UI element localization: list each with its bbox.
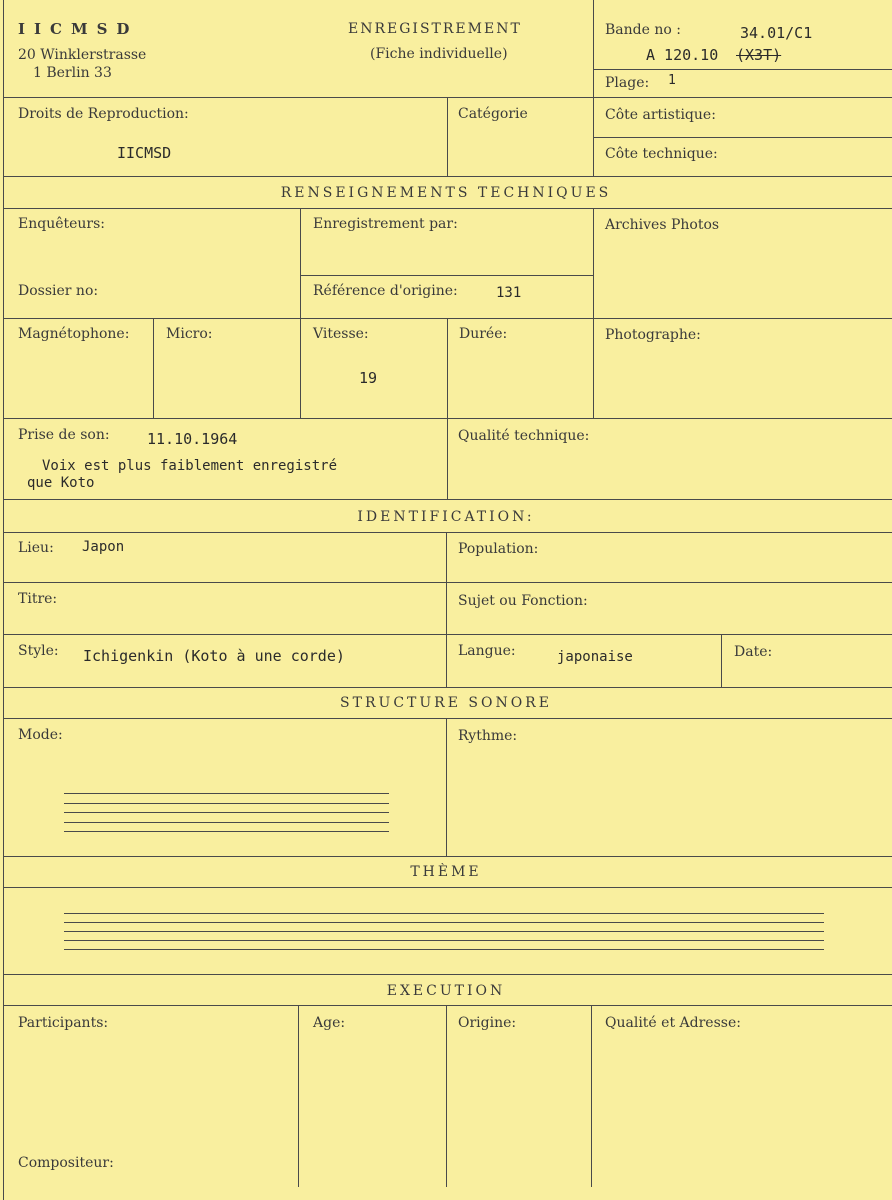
age-label: Age: — [313, 1015, 346, 1031]
header-divider-right — [593, 0, 594, 97]
reference-value: 131 — [496, 285, 522, 301]
theme-line-1 — [64, 913, 824, 914]
population-label: Population: — [458, 541, 539, 557]
archives-divider — [593, 208, 594, 418]
plage-divider — [593, 69, 892, 70]
qualite-divider — [447, 418, 448, 499]
mode-label: Mode: — [18, 727, 63, 743]
micro-label: Micro: — [166, 326, 213, 342]
categorie-divider — [447, 97, 448, 176]
bande-value-2: A 120.10 — [646, 46, 719, 64]
rythme-label: Rythme: — [458, 728, 518, 744]
ident-heading-rule — [3, 532, 892, 533]
address-street: 20 Winklerstrasse — [18, 47, 147, 63]
duree-divider — [447, 318, 448, 418]
compositeur-label: Compositeur: — [18, 1155, 114, 1171]
cote-technique-label: Côte technique: — [605, 146, 718, 162]
magnetophone-label: Magnétophone: — [18, 326, 130, 342]
theme-heading-rule — [3, 887, 892, 888]
bande-value: 34.01/C1 — [740, 24, 813, 42]
style-bottom-rule — [3, 687, 892, 688]
origine-divider — [446, 1005, 447, 1187]
qualite-adresse-divider — [591, 1005, 592, 1187]
border-left — [3, 0, 4, 1200]
qualite-adresse-label: Qualité et Adresse: — [605, 1015, 741, 1031]
mode-line-4 — [64, 822, 389, 823]
lieu-value: Japon — [82, 539, 125, 555]
lieu-label: Lieu: — [18, 540, 54, 556]
plage-label: Plage: — [605, 75, 650, 91]
enreg-par-label: Enregistrement par: — [313, 216, 458, 232]
participants-label: Participants: — [18, 1015, 109, 1031]
reference-top-rule — [300, 275, 593, 276]
ident-heading: IDENTIFICATION: — [357, 509, 535, 525]
cote-split — [593, 137, 892, 138]
mode-line-5 — [64, 831, 389, 832]
mode-line-2 — [64, 803, 389, 804]
prise-label: Prise de son: — [18, 427, 110, 443]
age-divider — [298, 1005, 299, 1187]
photographe-label: Photographe: — [605, 327, 701, 343]
structure-bottom-rule — [3, 856, 892, 857]
mode-line-1 — [64, 793, 389, 794]
date-label: Date: — [734, 644, 773, 660]
droits-label: Droits de Reproduction: — [18, 106, 189, 122]
tech-heading: RENSEIGNEMENTS TECHNIQUES — [280, 185, 612, 201]
titre-label: Titre: — [18, 591, 58, 607]
address-city: 1 Berlin 33 — [33, 65, 112, 81]
ident-divider — [446, 532, 447, 687]
rythme-divider — [446, 718, 447, 856]
langue-value: japonaise — [557, 649, 633, 665]
theme-line-5 — [64, 949, 824, 950]
mode-line-3 — [64, 812, 389, 813]
vitesse-value: 19 — [359, 369, 378, 387]
theme-heading: THÈME — [410, 864, 482, 880]
style-label: Style: — [18, 643, 59, 659]
style-value: Ichigenkin (Koto à une corde) — [83, 647, 345, 665]
technical-note-line2: que Koto — [27, 475, 95, 491]
tech-heading-rule — [3, 208, 892, 209]
structure-heading: STRUCTURE SONORE — [340, 695, 552, 711]
archives-photos-label: Archives Photos — [605, 217, 720, 233]
droits-value: IICMSD — [117, 144, 172, 162]
structure-heading-rule — [3, 718, 892, 719]
cote-artistique-label: Côte artistique: — [605, 107, 716, 123]
micro-divider — [153, 318, 154, 418]
vitesse-label: Vitesse: — [313, 326, 369, 342]
date-divider — [721, 634, 722, 687]
enqueteurs-label: Enquêteurs: — [18, 216, 106, 232]
bande-struck-value: (X3T) — [736, 46, 782, 64]
theme-bottom-rule — [3, 974, 892, 975]
theme-line-2 — [64, 922, 824, 923]
plage-value: 1 — [668, 73, 676, 88]
form-title: ENREGISTREMENT — [348, 21, 522, 37]
org-name: IICMSD — [18, 20, 139, 38]
lieu-bottom-rule — [3, 582, 892, 583]
sujet-label: Sujet ou Fonction: — [458, 593, 588, 609]
exec-heading-rule — [3, 1005, 892, 1006]
titre-bottom-rule — [3, 634, 892, 635]
reference-label: Référence d'origine: — [313, 283, 458, 299]
langue-label: Langue: — [458, 643, 516, 659]
bande-label: Bande no : — [605, 22, 681, 38]
duree-label: Durée: — [459, 326, 508, 342]
theme-line-4 — [64, 940, 824, 941]
enreg-divider — [300, 208, 301, 418]
dossier-label: Dossier no: — [18, 283, 99, 299]
exec-heading: EXECUTION — [386, 983, 506, 999]
categorie-label: Catégorie — [458, 106, 528, 122]
rights-bottom-rule — [3, 176, 892, 177]
theme-line-3 — [64, 931, 824, 932]
qualite-technique-label: Qualité technique: — [458, 428, 590, 444]
prise-value: 11.10.1964 — [147, 430, 238, 448]
form-subtitle: (Fiche individuelle) — [370, 46, 508, 62]
origine-label: Origine: — [458, 1015, 517, 1031]
technical-note-line1: Voix est plus faiblement enregistré — [42, 458, 338, 474]
prise-bottom-rule — [3, 499, 892, 500]
